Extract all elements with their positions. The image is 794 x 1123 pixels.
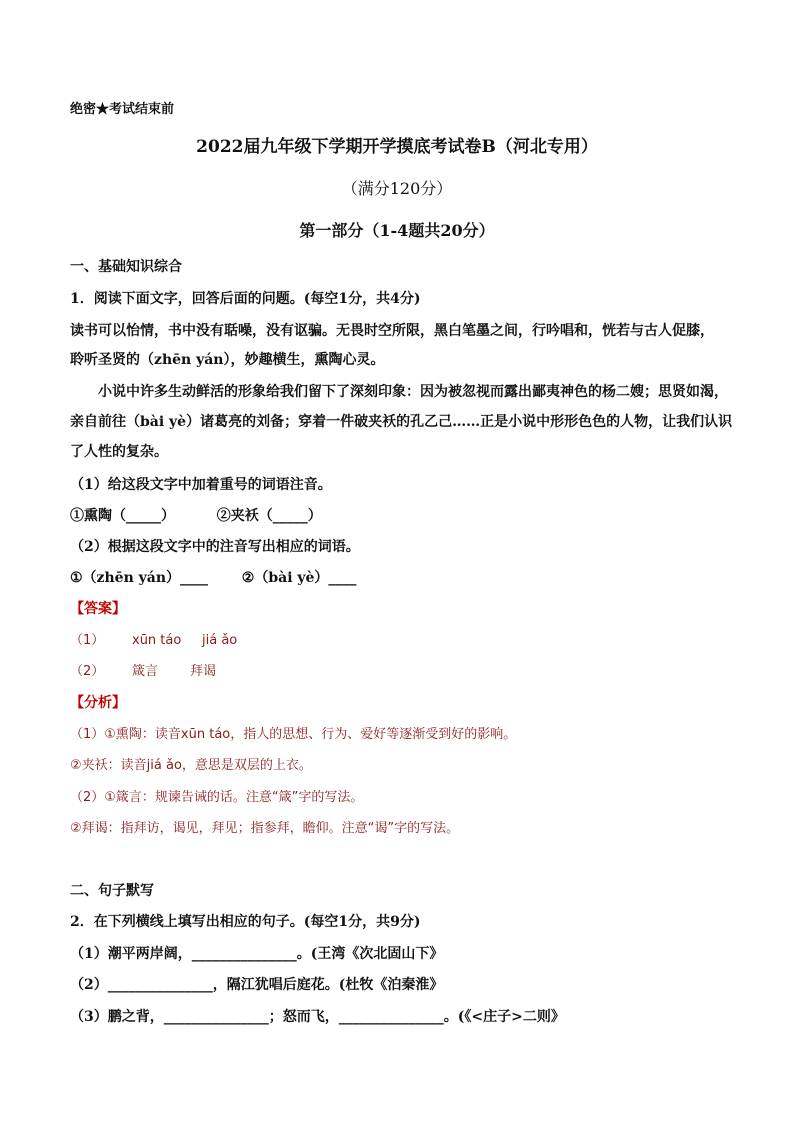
answer-row: [70, 662, 216, 682]
blank-item: ①（zhēn yán）____: [70, 570, 209, 586]
analysis-line: ②拜谒：指拜访，谒见，拜见；指参拜，瞻仰。注意“谒”字的写法。: [70, 821, 460, 836]
blank-item: ①熏陶（_____）: [70, 508, 175, 524]
section-heading-dictation: 二、句子默写: [70, 883, 154, 899]
sub-question-1: （1）给这段文字中加着重号的词语注音。: [70, 477, 332, 493]
sub-question-2-items: [70, 568, 356, 588]
answer-label: 【答案】: [70, 601, 126, 617]
answer-text: jiá ǎo: [202, 633, 238, 648]
exam-title: 2022届九年级下学期开学摸底考试卷B（河北专用）: [196, 137, 598, 157]
question-1-stem: 1．阅读下面文字，回答后面的问题。(每空1分，共4分): [70, 291, 421, 307]
answer-text: xūn táo: [132, 633, 182, 648]
answer-text: 拜谒: [190, 664, 217, 679]
passage-line: 亲自前往（bài yè）诸葛亮的刘备；穿着一件破夹袄的孔乙己……正是小说中形形色色的人物，让我们认识: [70, 414, 733, 430]
passage-line: 聆听圣贤的（zhēn yán），妙趣横生，熏陶心灵。: [70, 352, 385, 368]
passage-line: 小说中许多生动鲜活的形象给我们留下了深刻印象：因为被忽视而露出鄙夷神色的杨二嫂；思贤如渴，: [98, 384, 728, 400]
answer-number: （1）: [70, 633, 105, 648]
analysis-line: （2）①箴言：规谏告诫的话。注意“箴”字的写法。: [70, 790, 364, 805]
passage-line: 读书可以怡情，书中没有聒噪，没有讴骗。无畏时空所限，黑白笔墨之间，行吟唱和，恍若与古人促膝，: [70, 323, 714, 339]
confidential-label: 绝密★考试结束前: [70, 102, 175, 117]
question-2-stem: 2．在下列横线上填写出相应的句子。(每空1分，共9分): [70, 914, 421, 930]
part-title: 第一部分（1-4题共20分）: [299, 221, 495, 240]
passage-line: 了人性的复杂。: [70, 444, 168, 460]
blank-item: ②（bài yè）____: [241, 570, 357, 586]
sub-question-2: （2）根据这段文字中的注音写出相应的词语。: [70, 539, 360, 555]
full-score: （满分120分）: [341, 179, 453, 198]
analysis-line: ②夹袄：读音jiá ǎo，意思是双层的上衣。: [70, 758, 312, 773]
analysis-label: 【分析】: [70, 695, 126, 711]
answer-text: 箴言: [132, 664, 159, 679]
dictation-item: （2）_______________，隔江犹唱后庭花。(杜牧《泊秦淮》: [70, 977, 444, 993]
answer-row: [70, 631, 237, 651]
sub-question-1-items: [70, 506, 322, 526]
analysis-line: （1）①熏陶：读音xūn táo，指人的思想、行为、爱好等逐渐受到好的影响。: [70, 727, 517, 742]
section-heading-basic: 一、基础知识综合: [70, 259, 182, 275]
dictation-item: （3）鹏之背，_______________；怒而飞，_______________。(《<庄子>二则》: [70, 1009, 565, 1025]
answer-number: （2）: [70, 664, 105, 679]
dictation-item: （1）潮平两岸阔，_______________。(王湾《次北固山下》: [70, 946, 444, 962]
blank-item: ②夹袄（_____）: [216, 508, 322, 524]
